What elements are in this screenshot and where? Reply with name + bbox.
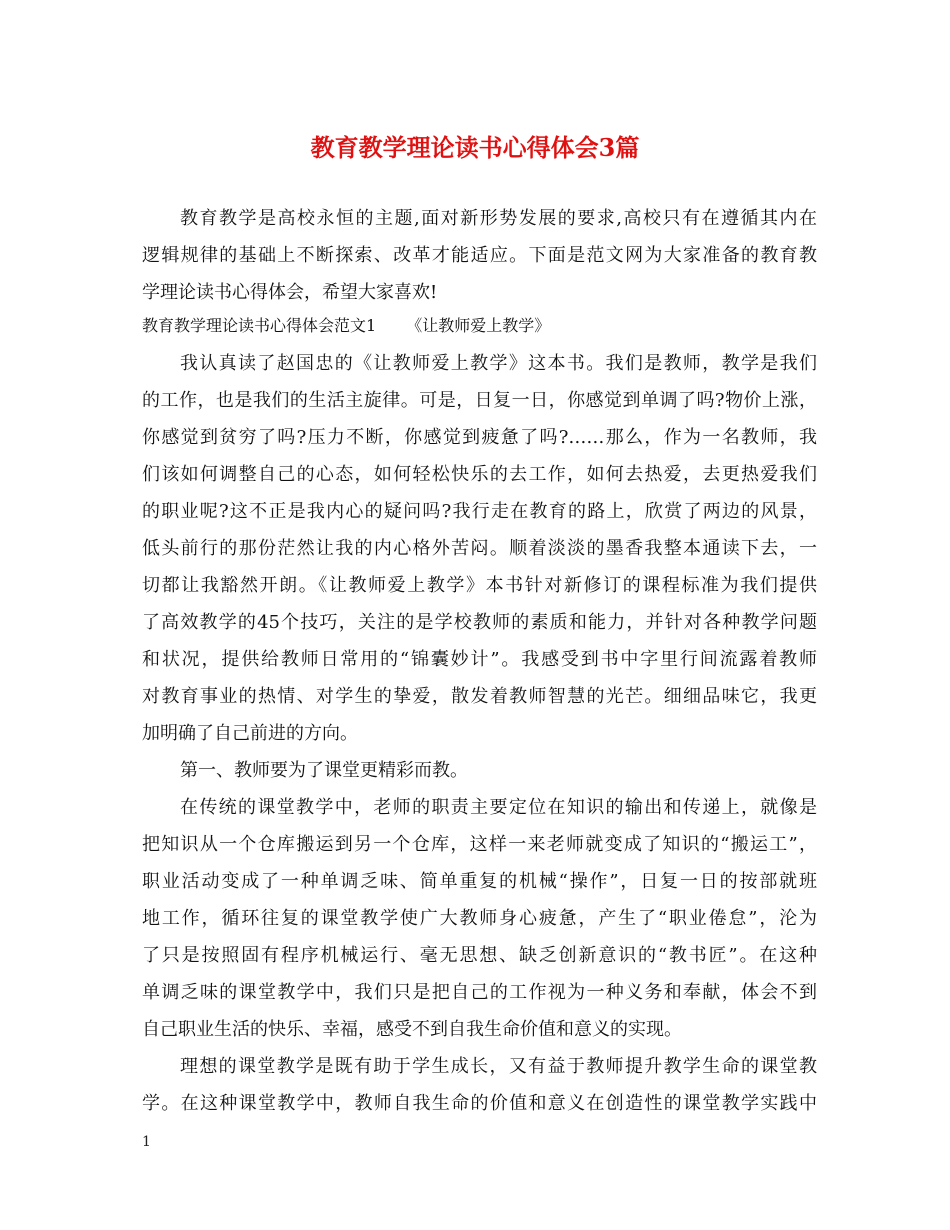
paragraph-line: 了只是按照固有程序机械运行、毫无思想、缺乏创新意识的“教书匠”。在这种 bbox=[142, 945, 817, 966]
paragraph-line: 了高效教学的45个技巧，关注的是学校教师的素质和能力，并针对各种教学问题 bbox=[142, 612, 817, 633]
paragraph-line: 在传统的课堂教学中，老师的职责主要定位在知识的输出和传递上，就像是 bbox=[180, 797, 817, 818]
paragraph-line: 地工作，循环往复的课堂教学使广大教师身心疲惫，产生了“职业倦怠”，沦为 bbox=[142, 908, 817, 929]
paragraph-line: 自己职业生活的快乐、幸福，感受不到自我生命价值和意义的实现。 bbox=[142, 1019, 682, 1040]
subtitle-book-title: 《让教师爱上教学》 bbox=[406, 316, 551, 335]
page-number: 1 bbox=[142, 1134, 151, 1150]
intro-line: 学理论读书心得体会，希望大家喜欢! bbox=[142, 282, 438, 303]
paragraph-line: 加明确了自己前进的方向。 bbox=[142, 723, 358, 744]
paragraph-line: 理想的课堂教学是既有助于学生成长，又有益于教师提升教学生命的课堂教 bbox=[180, 1056, 817, 1077]
paragraph-line: 的工作，也是我们的生活主旋律。可是，日复一日，你感觉到单调了吗?物价上涨， bbox=[142, 390, 817, 411]
paragraph-line: 和状况，提供给教师日常用的“锦囊妙计”。我感受到书中字里行间流露着教师 bbox=[142, 649, 817, 670]
paragraph-line: 职业活动变成了一种单调乏味、简单重复的机械“操作”，日复一日的按部就班 bbox=[142, 871, 817, 892]
document-title: 教育教学理论读书心得体会3篇 bbox=[310, 133, 640, 162]
paragraph-line: 你感觉到贫穷了吗?压力不断，你感觉到疲惫了吗?……那么，作为一名教师，我 bbox=[142, 427, 817, 448]
section-heading: 第一、教师要为了课堂更精彩而教。 bbox=[180, 760, 468, 781]
paragraph-line: 们该如何调整自己的心态，如何轻松快乐的去工作，如何去热爱，去更热爱我们 bbox=[142, 464, 817, 485]
paragraph-line: 对教育事业的热情、对学生的挚爱，散发着教师智慧的光芒。细细品味它，我更 bbox=[142, 686, 817, 707]
section-subtitle bbox=[142, 311, 817, 345]
paragraph-line: 的职业呢?这不正是我内心的疑问吗?我行走在教育的路上，欣赏了两边的风景， bbox=[142, 501, 817, 522]
paragraph-line: 单调乏味的课堂教学中，我们只是把自己的工作视为一种义务和奉献，体会不到 bbox=[142, 982, 817, 1003]
document-body bbox=[142, 200, 817, 1122]
paragraph-line: 我认真读了赵国忠的《让教师爱上教学》这本书。我们是教师，教学是我们 bbox=[180, 353, 817, 374]
intro-line: 教育教学是高校永恒的主题,面对新形势发展的要求,高校只有在遵循其内在 bbox=[180, 208, 817, 229]
intro-line: 逻辑规律的基础上不断探索、改革才能适应。下面是范文网为大家准备的教育教 bbox=[142, 245, 817, 266]
subtitle-left: 教育教学理论读书心得体会范文1 bbox=[142, 316, 377, 335]
paragraph-line: 把知识从一个仓库搬运到另一个仓库，这样一来老师就变成了知识的“搬运工”， bbox=[142, 834, 817, 855]
paragraph-line: 切都让我豁然开朗。《让教师爱上教学》本书针对新修订的课程标准为我们提供 bbox=[142, 575, 817, 596]
paragraph-line: 学。在这种课堂教学中，教师自我生命的价值和意义在创造性的课堂教学实践中 bbox=[142, 1093, 817, 1114]
paragraph-line: 低头前行的那份茫然让我的内心格外苦闷。顺着淡淡的墨香我整本通读下去，一 bbox=[142, 538, 817, 559]
